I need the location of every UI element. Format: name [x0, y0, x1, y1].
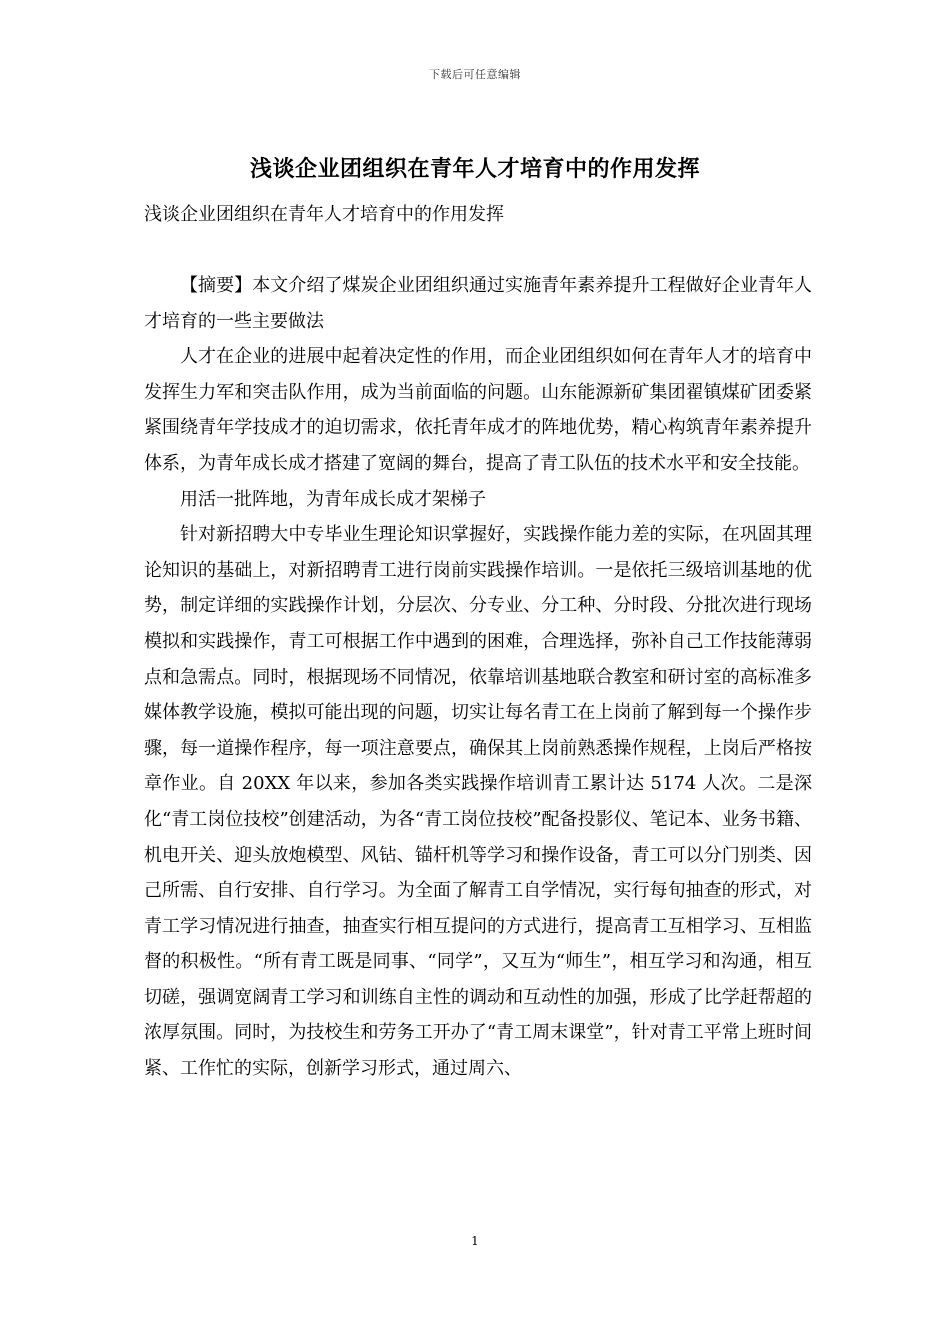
document-body	[144, 268, 812, 1087]
body-paragraph: 针对新招聘大中专毕业生理论知识掌握好，实践操作能力差的实际，在巩固其理论知识的基础上，对新招聘青工进行岗前实践操作培训。一是依托三级培训基地的优势，制定详细的实践操作计划，分层次、分专业、分工种、分时段、分批次进行现场模拟和实践操作，青工可根据工作中遇到的困难，合理选择，弥补自己工作技能薄弱点和急需点。同时，根据现场不同情况，依靠培训基地联合教室和研讨室的高标准多媒体教学设施，模拟可能出现的问题，切实让每名青工在上岗前了解到每一个操作步骤，每一道操作程序，每一项注意要点，确保其上岗前熟悉操作规程，上岗后严格按章作业。自 20XX 年以来，参加各类实践操作培训青工累计达 5174 人次。二是深化“青工岗位技校”创建活动，为各“青工岗位技校”配备投影仪、笔记本、业务书籍、机电开关、迎头放炮模型、风钻、锚杆机等学习和操作设备，青工可以分门别类、因己所需、自行安排、自行学习。为全面了解青工自学情况，实行每旬抽查的形式，对青工学习情况进行抽查，抽查实行相互提问的方式进行，提高青工互相学习、互相监督的积极性。“所有青工既是同事、“同学”，又互为“师生”，相互学习和沟通，相互切磋，强调宽阔青工学习和训练自主性的调动和互动性的加强，形成了比学赶帮超的浓厚氛围。同时，为技校生和劳务工开办了“青工周末课堂”，针对青工平常上班时间紧、工作忙的实际，创新学习形式，通过周六、	[144, 524, 812, 1080]
header-note: 下载后可任意编辑	[429, 68, 521, 81]
section-heading: 用活一批阵地，为青年成长成才架梯子	[180, 488, 486, 510]
document-title: 浅谈企业团组织在青年人才培育中的作用发挥	[249, 156, 700, 182]
document-subtitle: 浅谈企业团组织在青年人才培育中的作用发挥	[144, 204, 504, 225]
abstract-paragraph: 【摘要】本文介绍了煤炭企业团组织通过实施青年素养提升工程做好企业青年人才培育的一些主要做法	[144, 275, 812, 332]
page-number: 1	[471, 1234, 479, 1248]
intro-paragraph: 人才在企业的进展中起着决定性的作用，而企业团组织如何在青年人才的培育中发挥生力军和突击队作用，成为当前面临的问题。山东能源新矿集团翟镇煤矿团委紧紧围绕青年学技成才的迫切需求，依托青年成才的阵地优势，精心构筑青年素养提升体系，为青年成长成才搭建了宽阔的舞台，提高了青工队伍的技术水平和安全技能。	[144, 346, 812, 474]
